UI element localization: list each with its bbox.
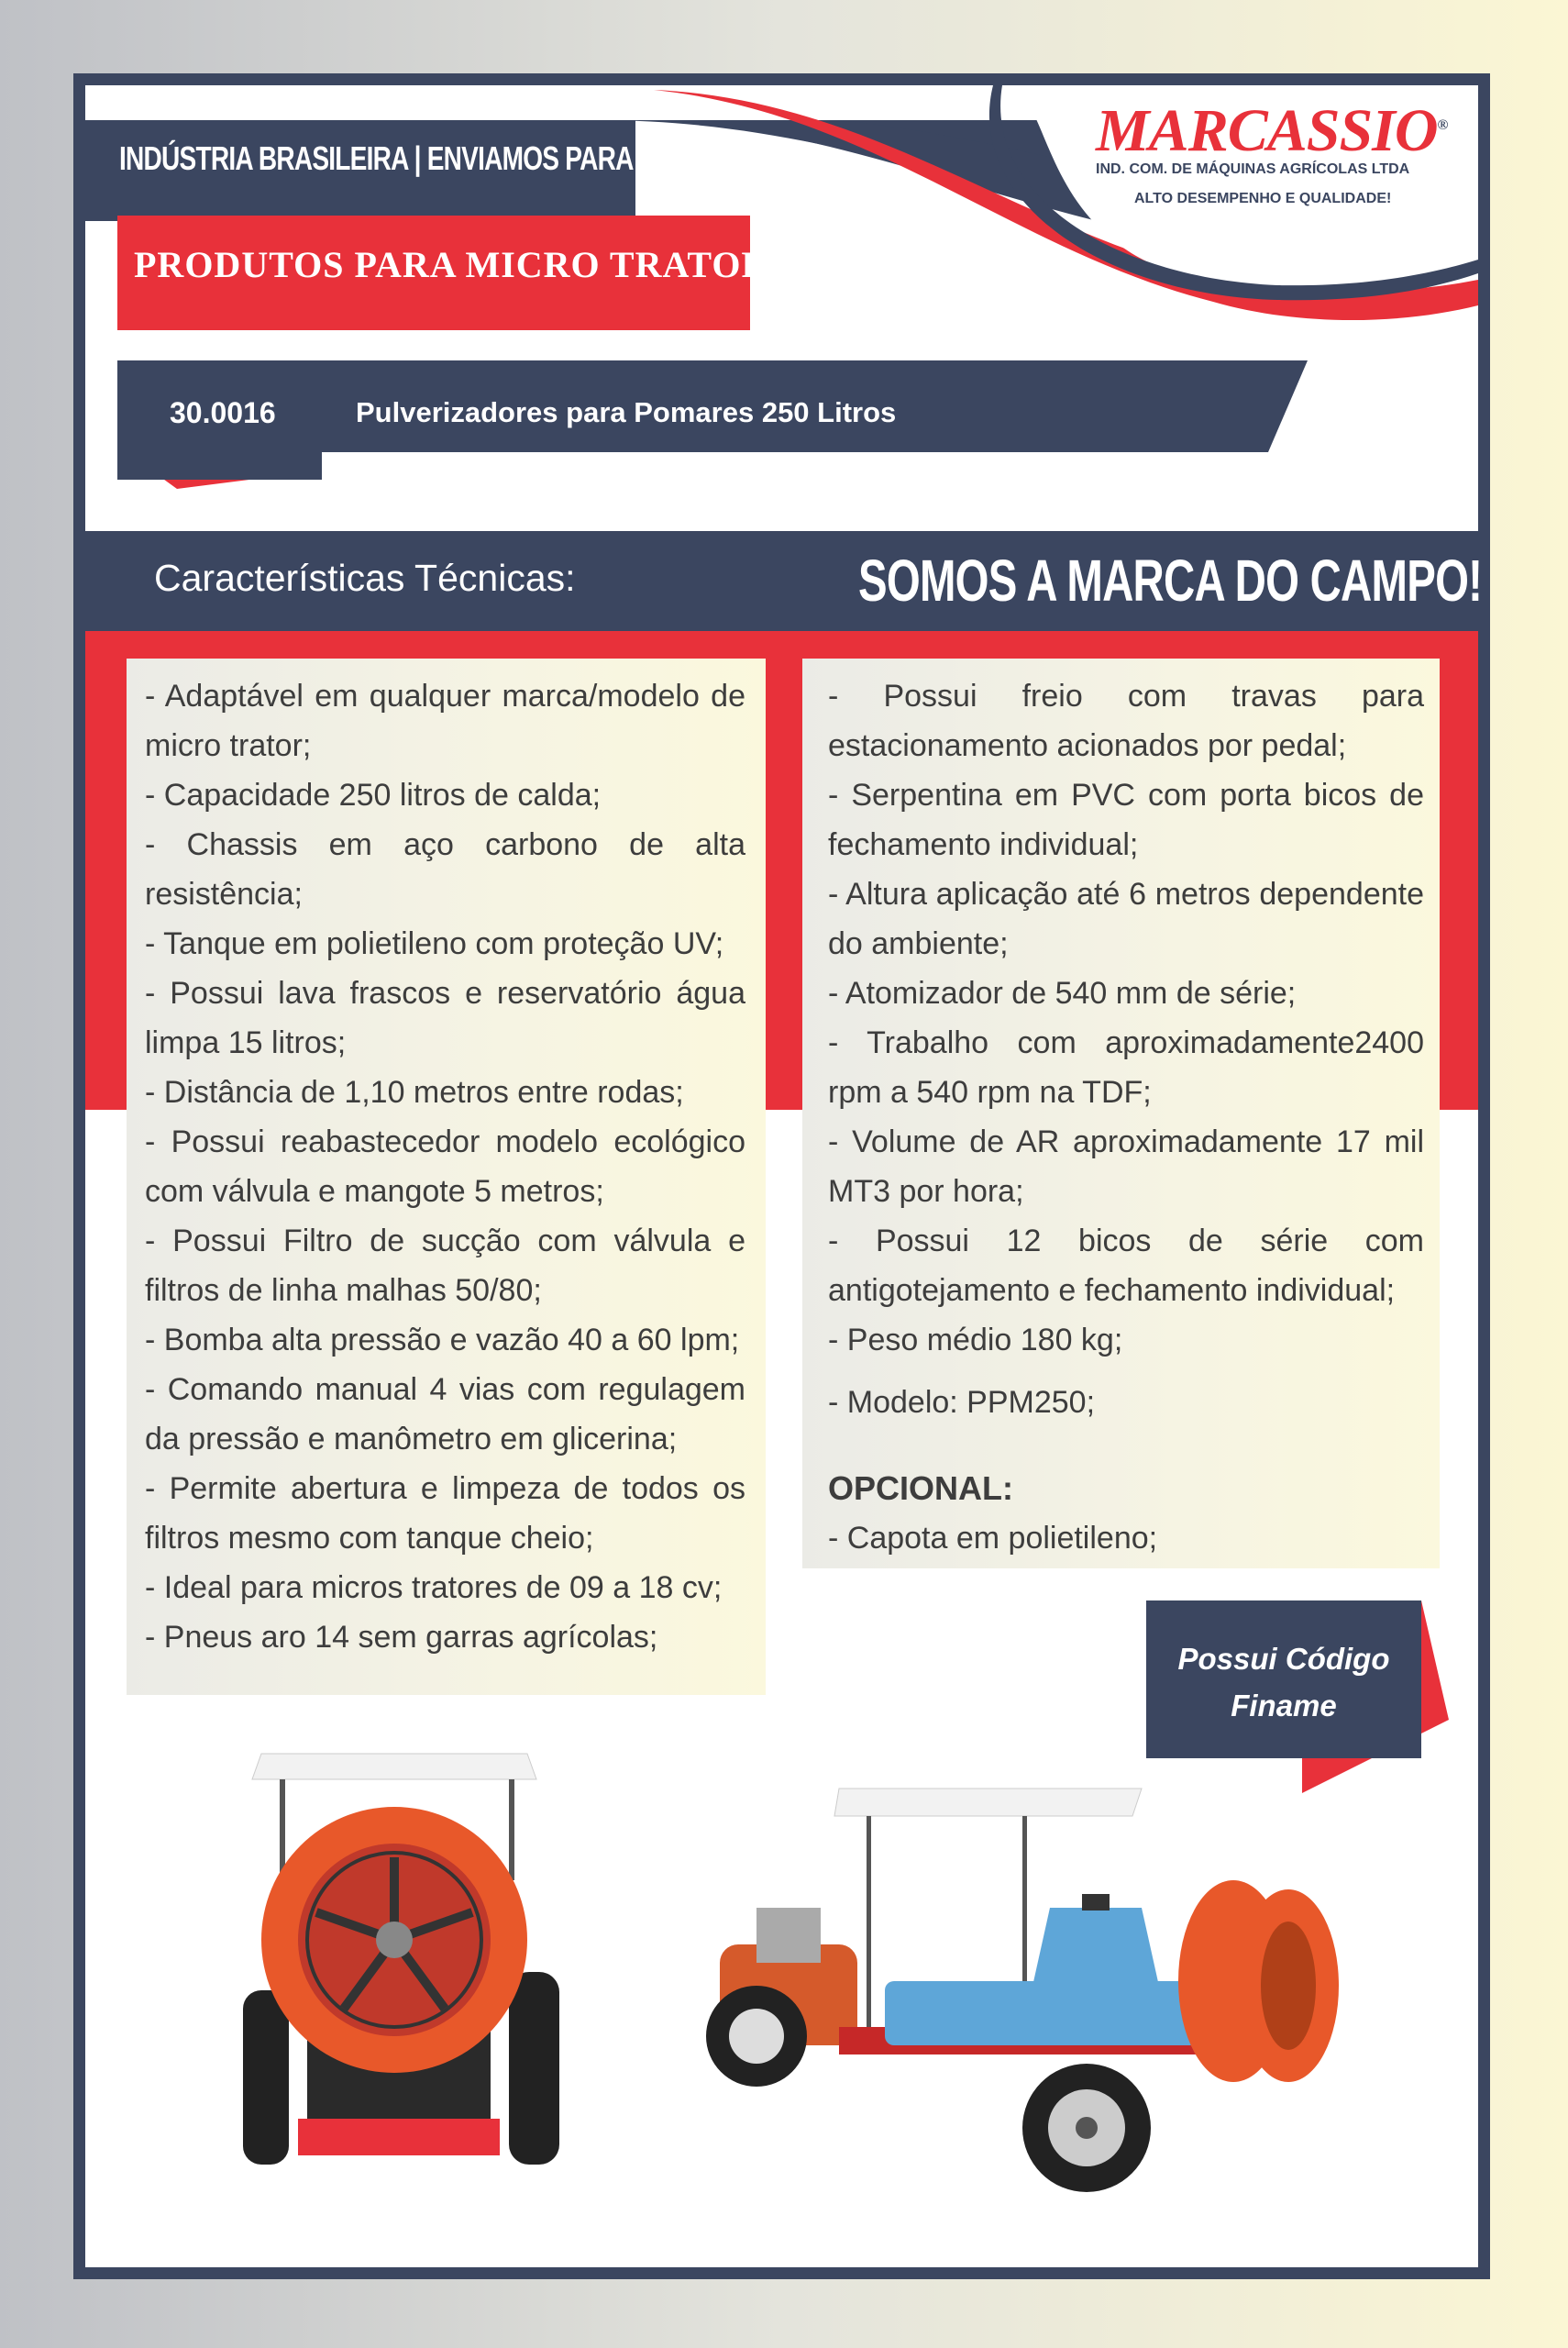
optional-heading: OPCIONAL: bbox=[828, 1469, 1013, 1507]
features-left-column bbox=[127, 659, 766, 1695]
feature-item: - Possui reabastecedor modelo ecológico com válvula e mangote 5 metros; bbox=[145, 1124, 745, 1209]
feature-item: - Serpentina em PVC com porta bicos de fechamento individual; bbox=[828, 778, 1424, 862]
product-code: 30.0016 bbox=[170, 396, 276, 429]
feature-item: - Ideal para micros tratores de 09 a 18 cv; bbox=[145, 1570, 723, 1605]
optional-item: - Capota em polietileno; bbox=[828, 1521, 1158, 1556]
feature-item: - Capacidade 250 litros de calda; bbox=[145, 778, 602, 813]
finame-badge bbox=[1146, 1600, 1421, 1758]
feature-item: - Possui lava frascos e reservatório água limpa 15 litros; bbox=[145, 976, 745, 1060]
feature-item: - Atomizador de 540 mm de série; bbox=[828, 976, 1297, 1011]
feature-item: - Adaptável em qualquer marca/modelo de micro trator; bbox=[145, 679, 745, 763]
feature-item: - Distância de 1,10 metros entre rodas; bbox=[145, 1075, 684, 1110]
spec-weight: - Peso médio 180 kg; bbox=[828, 1323, 1123, 1357]
category-banner bbox=[117, 216, 769, 330]
feature-item: - Permite abertura e limpeza de todos os filtros mesmo com tanque cheio; bbox=[145, 1471, 745, 1556]
feature-item: - Possui 12 bicos de série com antigotejamento e fechamento individual; bbox=[828, 1224, 1424, 1308]
section-title: Características Técnicas: bbox=[154, 557, 576, 599]
header-tagline: INDÚSTRIA BRASILEIRA | ENVIAMOS PARA TODO O BRASIL bbox=[119, 139, 834, 177]
feature-item: - Possui freio com travas para estacionamento acionados por pedal; bbox=[828, 679, 1424, 763]
brand-logo-slogan: ALTO DESEMPENHO E QUALIDADE! bbox=[1134, 191, 1392, 206]
finame-line1: Possui Código bbox=[1177, 1642, 1390, 1676]
feature-item: - Tanque em polietileno com proteção UV; bbox=[145, 926, 724, 961]
finame-line2: Finame bbox=[1231, 1689, 1337, 1722]
category-banner-label: PRODUTOS PARA MICRO TRATOR bbox=[134, 244, 769, 285]
features-right-column bbox=[802, 659, 1440, 1568]
spec-model: - Modelo: PPM250; bbox=[828, 1385, 1096, 1420]
brand-logo-subtitle: IND. COM. DE MÁQUINAS AGRÍCOLAS LTDA bbox=[1096, 161, 1410, 177]
feature-item: - Chassis em aço carbono de alta resistência; bbox=[145, 827, 745, 912]
feature-item: - Trabalho com aproximadamente2400 rpm a 540 rpm na TDF; bbox=[828, 1025, 1424, 1110]
brand-logo: MARCASSIO® bbox=[1096, 97, 1448, 164]
feature-item: - Comando manual 4 vias com regulagem da pressão e manômetro em glicerina; bbox=[145, 1372, 745, 1456]
feature-item: - Pneus aro 14 sem garras agrícolas; bbox=[145, 1620, 658, 1655]
feature-item: - Possui Filtro de sucção com válvula e filtros de linha malhas 50/80; bbox=[145, 1224, 745, 1308]
feature-item: - Bomba alta pressão e vazão 40 a 60 lpm; bbox=[145, 1323, 740, 1357]
sprayer-front-image bbox=[206, 1743, 591, 2210]
brand-slogan: SOMOS A MARCA DO CAMPO! bbox=[858, 548, 1483, 614]
product-title: Pulverizadores para Pomares 250 Litros bbox=[356, 396, 897, 428]
feature-item: - Altura aplicação até 6 metros dependente do ambiente; bbox=[828, 877, 1424, 961]
sprayer-side-image bbox=[701, 1770, 1463, 2201]
feature-item: - Volume de AR aproximadamente 17 mil MT3 por hora; bbox=[828, 1124, 1424, 1209]
